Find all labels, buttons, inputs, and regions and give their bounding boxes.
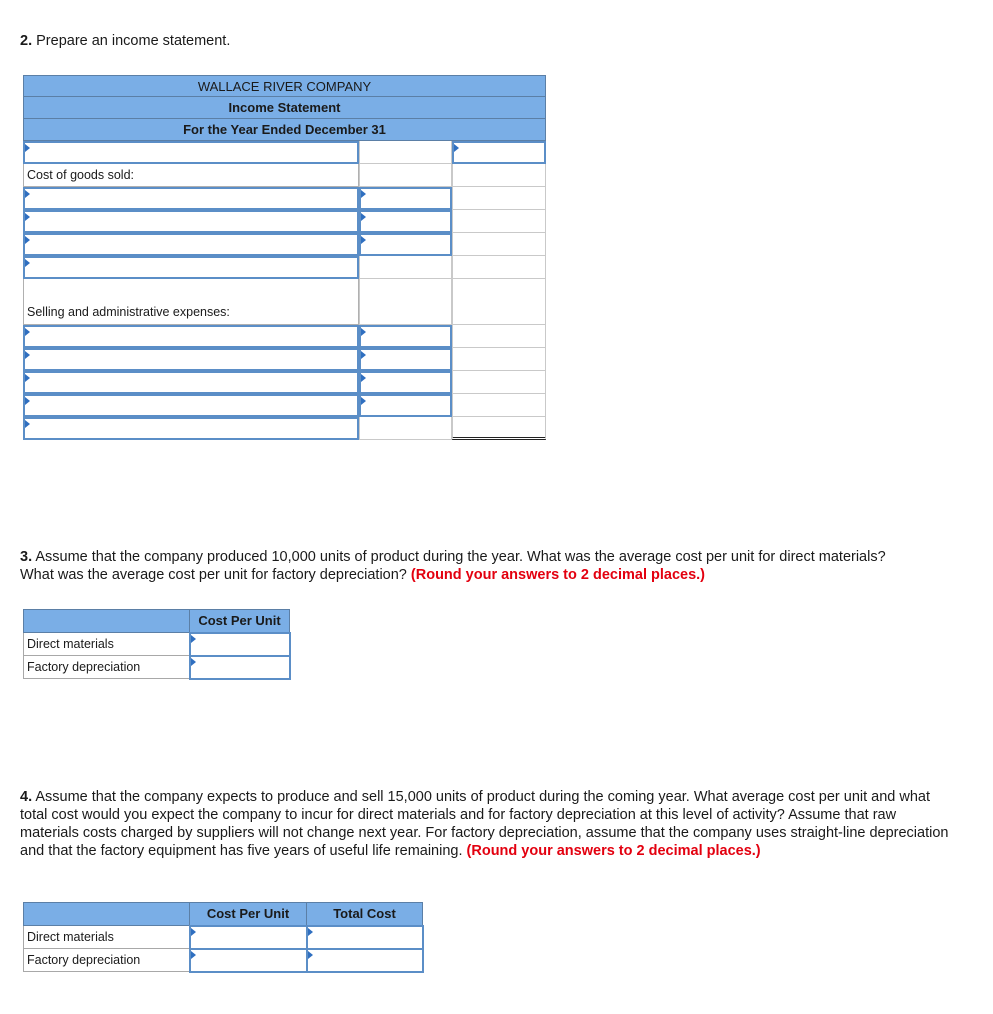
amount-input[interactable] — [359, 233, 452, 256]
account-input[interactable] — [23, 141, 359, 164]
q4-answer-table — [23, 902, 424, 973]
account-input[interactable] — [23, 394, 359, 417]
amount-cell — [452, 256, 546, 279]
dropdown-marker-icon — [191, 928, 196, 936]
rounding-note: (Round your answers to 2 decimal places.) — [466, 843, 761, 859]
amount-cell — [452, 394, 546, 417]
dropdown-marker-icon — [191, 951, 196, 959]
amount-input[interactable] — [359, 371, 452, 394]
dropdown-marker-icon — [361, 351, 366, 359]
amount-cell — [359, 256, 452, 279]
table-row — [24, 926, 423, 949]
amount-cell — [452, 371, 546, 394]
total-cost-input[interactable] — [307, 949, 423, 972]
dropdown-marker-icon — [454, 144, 459, 152]
table-header-row — [24, 610, 290, 633]
header-blank — [24, 610, 190, 633]
table-row — [24, 656, 290, 679]
col-header-cost-per-unit: Cost Per Unit — [190, 903, 307, 926]
cost-per-unit-input[interactable] — [190, 633, 290, 656]
table-row — [23, 371, 546, 394]
row-label-factory-depreciation: Factory depreciation — [24, 949, 190, 972]
amount-cell — [452, 210, 546, 233]
dropdown-marker-icon — [25, 328, 30, 336]
col-header-cost-per-unit: Cost Per Unit — [190, 610, 290, 633]
dropdown-marker-icon — [361, 236, 366, 244]
sga-label: Selling and administrative expenses: — [23, 279, 359, 325]
amount-input[interactable] — [359, 394, 452, 417]
company-name: WALLACE RIVER COMPANY — [23, 75, 546, 97]
question-text: Assume that the company expects to produce and sell 15,000 units of product during the coming year. What average cost per unit and what total cost would you expect the company to incur for direct materials and for factory depreciation at this level of activity? Assume that raw materials costs charged by suppliers will not change next year. For factory depreciation, assume that the company uses straight-line depreciation and that the factory equipment has five years of useful life remaining. — [20, 789, 949, 859]
amount-cell — [359, 279, 452, 325]
statement-period: For the Year Ended December 31 — [23, 119, 546, 141]
dropdown-marker-icon — [361, 213, 366, 221]
table-row — [23, 210, 546, 233]
amount-cell — [452, 233, 546, 256]
amount-cell — [452, 164, 546, 187]
dropdown-marker-icon — [25, 351, 30, 359]
amount-input[interactable] — [359, 325, 452, 348]
amount-cell — [452, 187, 546, 210]
account-input[interactable] — [23, 256, 359, 279]
question-number: 4. — [20, 789, 33, 805]
row-label-factory-depreciation: Factory depreciation — [24, 656, 190, 679]
row-label-direct-materials: Direct materials — [24, 633, 190, 656]
question-text: Prepare an income statement. — [36, 33, 231, 49]
income-statement-table — [23, 75, 546, 440]
amount-cell — [359, 417, 452, 440]
dropdown-marker-icon — [25, 420, 30, 428]
account-input[interactable] — [23, 348, 359, 371]
row-label-direct-materials: Direct materials — [24, 926, 190, 949]
dropdown-marker-icon — [361, 374, 366, 382]
q3-answer-table — [23, 609, 291, 680]
dropdown-marker-icon — [25, 190, 30, 198]
table-row — [23, 164, 546, 187]
dropdown-marker-icon — [361, 397, 366, 405]
amount-cell — [452, 325, 546, 348]
dropdown-marker-icon — [25, 397, 30, 405]
amount-cell — [359, 141, 452, 164]
cost-per-unit-input[interactable] — [190, 926, 307, 949]
amount-cell — [359, 164, 452, 187]
total-cost-input[interactable] — [307, 926, 423, 949]
table-row — [23, 187, 546, 210]
table-row — [23, 348, 546, 371]
dropdown-marker-icon — [191, 658, 196, 666]
account-input[interactable] — [23, 371, 359, 394]
dropdown-marker-icon — [25, 213, 30, 221]
account-input[interactable] — [23, 210, 359, 233]
dropdown-marker-icon — [25, 236, 30, 244]
account-input[interactable] — [23, 187, 359, 210]
account-input[interactable] — [23, 233, 359, 256]
dropdown-marker-icon — [25, 144, 30, 152]
account-input[interactable] — [23, 325, 359, 348]
amount-input[interactable] — [452, 141, 546, 164]
dropdown-marker-icon — [308, 951, 313, 959]
rounding-note: (Round your answers to 2 decimal places.) — [410, 567, 706, 583]
dropdown-marker-icon — [25, 259, 30, 267]
table-row — [24, 633, 290, 656]
amount-input[interactable] — [359, 348, 452, 371]
table-row — [24, 949, 423, 972]
net-income-cell — [452, 417, 546, 440]
question-3 — [20, 548, 920, 584]
header-blank — [24, 903, 190, 926]
table-row — [23, 325, 546, 348]
cogs-label: Cost of goods sold: — [23, 164, 359, 187]
dropdown-marker-icon — [361, 328, 366, 336]
table-row — [23, 141, 546, 164]
statement-title: Income Statement — [23, 97, 546, 119]
question-number: 3. — [20, 549, 33, 565]
table-row — [23, 256, 546, 279]
table-row — [23, 279, 546, 325]
dropdown-marker-icon — [191, 635, 196, 643]
table-row — [23, 233, 546, 256]
table-row — [23, 394, 546, 417]
question-4 — [20, 788, 955, 860]
account-input[interactable] — [23, 417, 359, 440]
amount-input[interactable] — [359, 187, 452, 210]
col-header-total-cost: Total Cost — [307, 903, 423, 926]
question-text: Assume that the company produced 10,000 units of product during the year. What was the average cost per unit for direct materials? What was the average cost per unit for factory depreciation? — [20, 549, 886, 583]
table-header-row — [24, 903, 423, 926]
amount-cell — [452, 279, 546, 325]
amount-cell — [452, 348, 546, 371]
cost-per-unit-input[interactable] — [190, 656, 290, 679]
table-row — [23, 417, 546, 440]
dropdown-marker-icon — [25, 374, 30, 382]
question-number: 2. — [20, 33, 33, 49]
question-2 — [20, 32, 230, 50]
dropdown-marker-icon — [361, 190, 366, 198]
amount-input[interactable] — [359, 210, 452, 233]
dropdown-marker-icon — [308, 928, 313, 936]
cost-per-unit-input[interactable] — [190, 949, 307, 972]
